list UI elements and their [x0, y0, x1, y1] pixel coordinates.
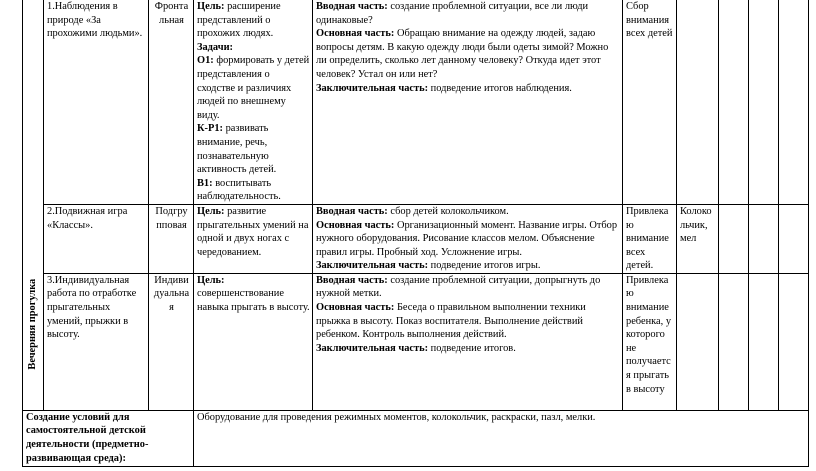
materials-cell	[677, 0, 719, 204]
intro-label: Вводная часть:	[316, 205, 388, 217]
footer-text-cell: Оборудование для проведения режимных моментов, колокольчик, раскраски, пазл, мелки.	[194, 410, 809, 466]
motivation-cell: Сбор внимания всех детей	[623, 0, 677, 204]
main-label: Основная часть:	[316, 28, 395, 40]
goal-cell	[194, 204, 313, 273]
o1-text: формировать у детей представления о сходстве и различиях людей по внешнему виду.	[197, 55, 310, 121]
content-cell	[313, 204, 623, 273]
section-label-cell	[23, 0, 44, 410]
goal-text: расширение представлений о прохожих людях.	[197, 1, 281, 40]
kr1-text: развивать внимание, речь, познавательную активность детей.	[197, 123, 277, 176]
intro-text: создание проблемной ситуации, все ли люди одинаковые?	[316, 1, 589, 26]
activity-cell: 1.Наблюдения в природе «За прохожими людьми».	[44, 0, 149, 204]
empty-cell	[749, 204, 779, 273]
goal-text: совершенствование навыка прыгать в высоту.	[197, 288, 310, 314]
final-label: Заключительная часть:	[316, 260, 429, 272]
goal-label: Цель:	[197, 205, 225, 217]
section-label: Вечерняя прогулка	[27, 279, 39, 370]
table-row	[23, 204, 809, 273]
empty-cell	[749, 0, 779, 204]
goal-cell	[194, 0, 313, 204]
goal-cell	[194, 273, 313, 410]
goal-label: Цель:	[197, 1, 225, 12]
main-text: Обращаю внимание на одежду людей, задаю вопросы детям. В какую одежду люди были одеты зимой? Можно ли определить, сколько лет данному человеку? Откуда идет этот человек? Устал он или нет?	[316, 28, 609, 80]
main-label: Основная часть:	[316, 219, 395, 231]
empty-cell	[779, 0, 809, 204]
footer-label: Создание условий для самостоятельной детской деятельности (предметно-развивающая среда):	[26, 411, 149, 464]
final-text: подведение итогов.	[428, 342, 516, 354]
materials-cell: Колоко льчик, мел	[677, 204, 719, 273]
intro-text: сбор детей колокольчиком.	[387, 205, 509, 217]
table-row	[23, 0, 809, 204]
goal-text: развитие прыгательных умений на одной и двух ногах с чередованием.	[197, 205, 309, 258]
form-cell: Подгру пповая	[149, 204, 194, 273]
form-cell: Фронта льная	[149, 0, 194, 204]
goal-label: Цель:	[197, 274, 225, 286]
materials-cell	[677, 273, 719, 410]
empty-cell	[719, 204, 749, 273]
tasks-label: Задачи:	[197, 41, 234, 53]
final-text: подведение итогов игры.	[428, 260, 541, 272]
intro-label: Вводная часть:	[316, 274, 388, 286]
intro-text: создание проблемной ситуации, допрыгнуть до нужной метки.	[316, 274, 601, 300]
v1-label: В1:	[197, 177, 213, 189]
main-label: Основная часть:	[316, 302, 395, 314]
empty-cell	[779, 273, 809, 410]
motivation-cell: Привлека ю внимание всех детей.	[623, 204, 677, 273]
main-text: Организационный момент. Название игры. Отбор нужного оборудования. Рисование классов мелом. Объяснение правил игры. Пробный ход. Усложнение игры.	[316, 219, 618, 258]
final-label: Заключительная часть:	[316, 342, 429, 354]
activity-cell: 2.Подвижная игра «Классы».	[44, 204, 149, 273]
footer-row	[23, 410, 809, 466]
intro-label: Вводная часть:	[316, 1, 388, 12]
motivation-cell: Привлека ю внимание ребенка, у которого не получаетс я прыгать в высоту	[623, 273, 677, 410]
empty-cell	[749, 273, 779, 410]
o1-label: О1:	[197, 55, 214, 67]
main-text: Беседа о правильном выполнении техники прыжка в высоту. Показ воспитателя. Выполнение действий ребенком. Контроль выполнения действий.	[316, 302, 586, 341]
final-text: подведение итогов наблюдения.	[428, 82, 572, 94]
empty-cell	[719, 273, 749, 410]
content-cell	[313, 273, 623, 410]
form-cell: Индиви дуальна я	[149, 273, 194, 410]
activity-cell: 3.Индивидуальная работа по отработке прыгательных умений, прыжки в высоту.	[44, 273, 149, 410]
empty-cell	[779, 204, 809, 273]
empty-cell	[719, 0, 749, 204]
final-label: Заключительная часть:	[316, 82, 429, 94]
content-cell	[313, 0, 623, 204]
table-row	[23, 273, 809, 410]
evening-walk-plan-table	[22, 0, 809, 467]
footer-label-cell	[23, 410, 194, 466]
v1-text: воспитывать наблюдательность.	[197, 177, 281, 203]
kr1-label: К-Р1:	[197, 123, 223, 135]
